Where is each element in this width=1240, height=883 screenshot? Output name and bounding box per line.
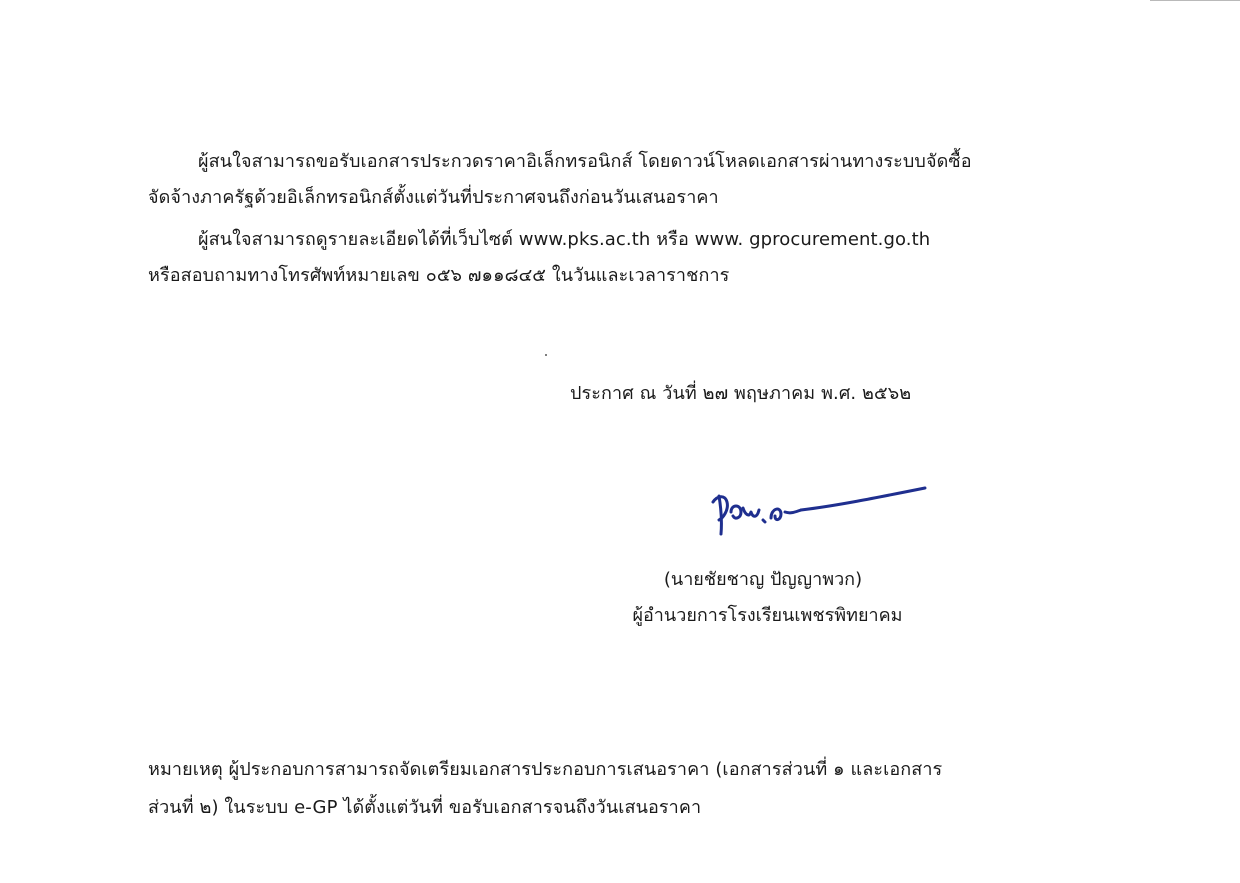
signatory-name: (นายชัยชาญ ปัญญาพวก) [663, 569, 863, 590]
para1-line2: จัดจ้างภาครัฐด้วยอิเล็กทรอนิกส์ตั้งแต่วันที่ประกาศจนถึงก่อนวันเสนอราคา [148, 187, 719, 208]
para1-line1: ผู้สนใจสามารถขอรับเอกสารประกวดราคาอิเล็กทรอนิกส์ โดยดาวน์โหลดเอกสารผ่านทางระบบจัดซื้อ [198, 151, 972, 172]
scan-speck [545, 354, 547, 356]
note-line1: หมายเหตุ ผู้ประกอบการสามารถจัดเตรียมเอกสารประกอบการเสนอราคา (เอกสารส่วนที่ ๑ และเอกสาร [148, 759, 943, 780]
para2-line1: ผู้สนใจสามารถดูรายละเอียดได้ที่เว็บไซต์ www.pks.ac.th หรือ www. gprocurement.go.th [198, 229, 931, 250]
note-line2: ส่วนที่ ๒) ในระบบ e-GP ได้ตั้งแต่วันที่ ขอรับเอกสารจนถึงวันเสนอราคา [148, 797, 702, 818]
announcement-date: ประกาศ ณ วันที่ ๒๗ พฤษภาคม พ.ศ. ๒๕๖๒ [570, 383, 912, 404]
top-edge-rule [1150, 0, 1240, 1]
signatory-position: ผู้อำนวยการโรงเรียนเพชรพิทยาคม [632, 605, 903, 626]
signature-icon [705, 478, 935, 538]
para2-line2: หรือสอบถามทางโทรศัพท์หมายเลข ๐๕๖ ๗๑๑๘๔๕ ในวันและเวลาราชการ [148, 265, 730, 286]
